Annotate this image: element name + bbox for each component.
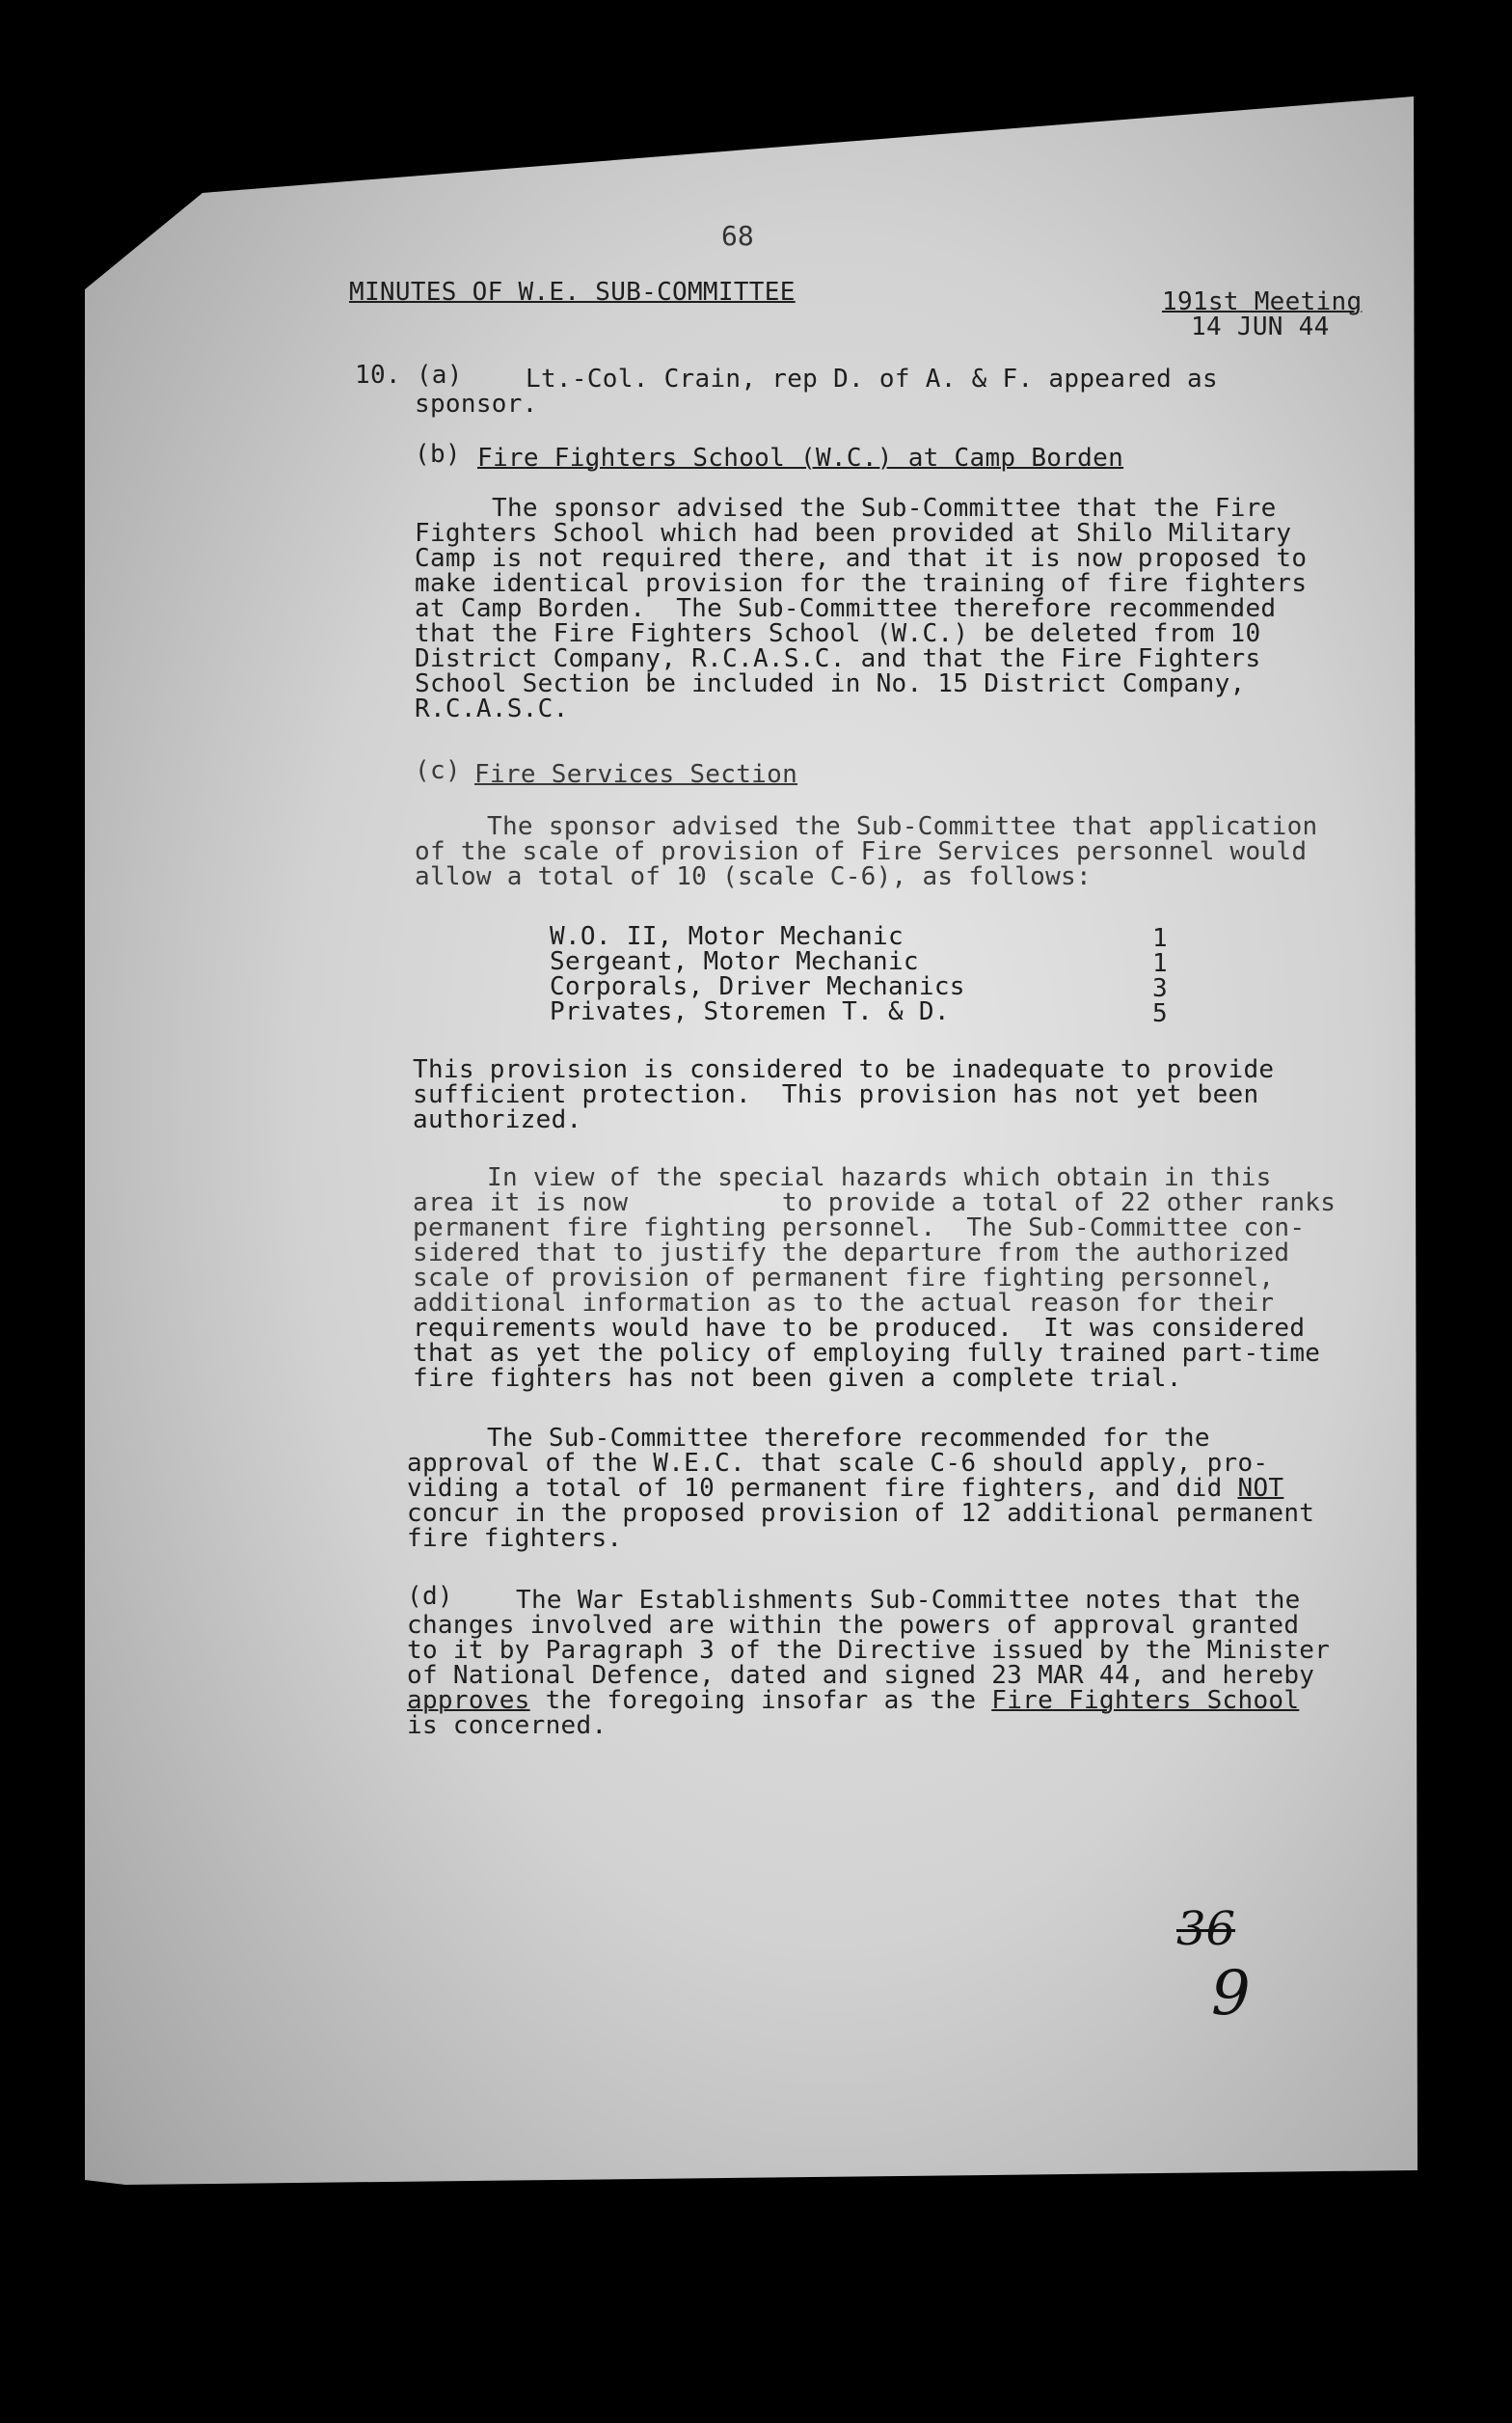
item-b-line: The sponsor advised the Sub-Committee that the Fire xyxy=(492,494,1277,523)
header-title: MINUTES OF W.E. SUB-COMMITTEE xyxy=(349,278,796,307)
item-b-line: that the Fire Fighters School (W.C.) be deleted from 10 xyxy=(415,619,1261,648)
item-d-line: The War Establishments Sub-Committee notes that the xyxy=(516,1586,1301,1615)
item-d-line xyxy=(407,1688,1299,1713)
item-c-para2-line: This provision is considered to be inadequate to provide xyxy=(413,1055,1275,1084)
item-c-para4-text: viding a total of 10 permanent fire fighters, and did xyxy=(407,1474,1238,1503)
item-a-line1: Lt.-Col. Crain, rep D. of A. & F. appeared as xyxy=(526,365,1218,394)
not-emphasis: NOT xyxy=(1237,1474,1284,1503)
item-c-para3-line: requirements would have to be produced. It was considered xyxy=(413,1314,1306,1343)
item-c-para4-line: concur in the proposed provision of 12 additional permanent xyxy=(407,1499,1315,1528)
item-c-para4-line: fire fighters. xyxy=(407,1524,623,1553)
item-c-line: The sponsor advised the Sub-Committee that application xyxy=(487,812,1318,841)
item-c-line: allow a total of 10 (scale C-6), as follows: xyxy=(415,862,1092,891)
item-d-line: to it by Paragraph 3 of the Directive issued by the Minister xyxy=(407,1636,1331,1665)
item-d-line: changes involved are within the powers of approval granted xyxy=(407,1611,1300,1640)
table-count: 1 xyxy=(1152,924,1168,953)
item-b-line: Fighters School which had been provided at Shilo Military xyxy=(415,519,1292,548)
item-d-line5-mid: the foregoing insofar as the xyxy=(529,1686,992,1715)
table-role: Sergeant, Motor Mechanic xyxy=(550,947,919,976)
item-c-line: of the scale of provision of Fire Services personnel would xyxy=(415,837,1308,866)
meeting-date: 14 JUN 44 xyxy=(1191,313,1330,341)
item-c-para4-line xyxy=(407,1476,1283,1501)
item-c-para4-line: approval of the W.E.C. that scale C-6 should apply, pro- xyxy=(407,1449,1269,1478)
meeting-number: 191st Meeting xyxy=(1162,287,1363,316)
item-a-line2: sponsor. xyxy=(415,390,538,419)
item-c-para3-line: area it is now to provide a total of 22 other ranks xyxy=(413,1188,1336,1217)
item-c-para3-line: additional information as to the actual reason for their xyxy=(413,1289,1275,1318)
page-number: 68 xyxy=(721,220,754,252)
item-d-line: of National Defence, dated and signed 23 MAR 44, and hereby xyxy=(407,1661,1315,1690)
handwritten-folio-number: 9 xyxy=(1211,1958,1251,2029)
item-c-para2-line: authorized. xyxy=(413,1105,582,1134)
table-role: Privates, Storemen T. & D. xyxy=(550,997,950,1026)
item-b-label: (b) xyxy=(415,440,461,469)
item-b-line: make identical provision for the training of fire fighters xyxy=(415,569,1308,598)
item-b-line: R.C.A.S.C. xyxy=(415,694,569,723)
item-c-para3-line: sidered that to justify the departure from the authorized xyxy=(413,1239,1290,1267)
table-count: 5 xyxy=(1152,999,1168,1028)
item-c-para3-line: fire fighters has not been given a complete trial. xyxy=(413,1364,1182,1393)
fire-fighters-school-emphasis: Fire Fighters School xyxy=(991,1686,1300,1715)
item-c-title: Fire Services Section xyxy=(474,760,798,789)
handwritten-crossed-number: 36 xyxy=(1176,1902,1236,1956)
item-c-label: (c) xyxy=(415,756,461,785)
item-c-para3-line: In view of the special hazards which obtain in this xyxy=(487,1163,1272,1192)
item-a-label: 10. (a) xyxy=(355,361,463,390)
item-b-line: Camp is not required there, and that it is now proposed to xyxy=(415,544,1308,573)
approves-emphasis: approves xyxy=(407,1686,530,1715)
table-count: 1 xyxy=(1152,949,1168,978)
table-role: Corporals, Driver Mechanics xyxy=(550,972,965,1001)
item-c-para3-line: scale of provision of permanent fire fighting personnel, xyxy=(413,1264,1275,1293)
item-b-line: at Camp Borden. The Sub-Committee therefore recommended xyxy=(415,594,1277,623)
item-c-para3-line: permanent fire fighting personnel. The Sub-Committee con- xyxy=(413,1213,1306,1242)
item-b-line: School Section be included in No. 15 District Company, xyxy=(415,669,1246,698)
item-c-para3-line: that as yet the policy of employing fully trained part-time xyxy=(413,1339,1321,1368)
item-d-label: (d) xyxy=(407,1582,453,1611)
table-count: 3 xyxy=(1152,974,1168,1003)
item-b-title: Fire Fighters School (W.C.) at Camp Borden xyxy=(477,444,1124,473)
item-b-line: District Company, R.C.A.S.C. and that the Fire Fighters xyxy=(415,644,1261,673)
item-c-para4-line: The Sub-Committee therefore recommended for the xyxy=(487,1424,1210,1453)
item-c-para2-line: sufficient protection. This provision has not yet been xyxy=(413,1080,1259,1109)
table-role: W.O. II, Motor Mechanic xyxy=(550,922,904,951)
item-d-line: is concerned. xyxy=(407,1711,608,1740)
